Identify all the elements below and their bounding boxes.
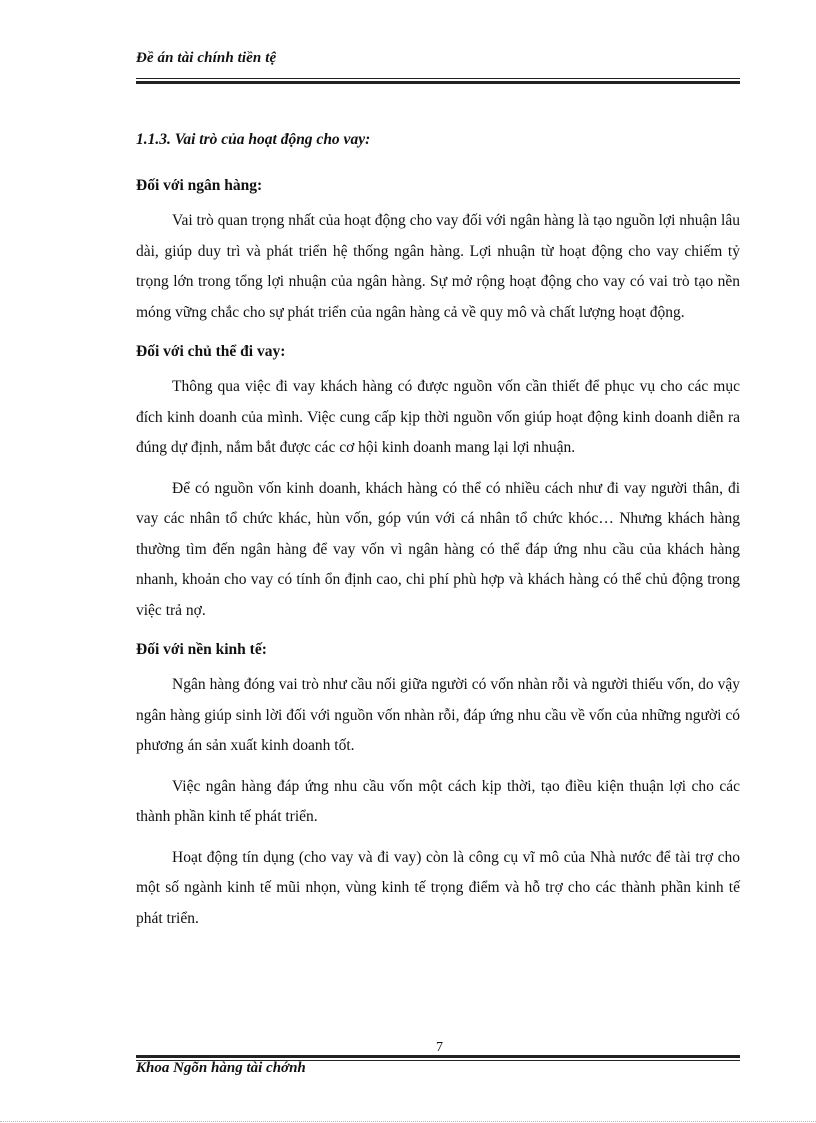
- header-double-rule: [136, 78, 740, 84]
- block-borrower: [136, 338, 740, 626]
- paragraph: Ngân hàng đóng vai trò như cầu nối giữa người có vốn nhàn rỗi và người thiếu vốn, do vậy ngân hàng giúp sinh lời đối với nguồn vốn nhàn rỗi, đáp ứng nhu cầu về vốn của những người có phương án sản xuất kinh doanh tốt.: [136, 676, 740, 754]
- subheading-economy: Đối với nền kinh tế:: [136, 641, 267, 658]
- running-header: Đề án tài chính tiền tệ: [136, 50, 277, 66]
- subheading-borrower: Đối với chủ thể đi vay:: [136, 343, 286, 360]
- paragraph: Hoạt động tín dụng (cho vay và đi vay) còn là công cụ vĩ mô của Nhà nước để tài trợ cho một số ngành kinh tế mũi nhọn, vùng kinh tế trọng điểm và hỗ trợ cho các thành phần kinh tế phát triển.: [136, 848, 740, 927]
- paragraph: Việc ngân hàng đáp ứng nhu cầu vốn một cách kịp thời, tạo điều kiện thuận lợi cho các thành phần kinh tế phát triển.: [136, 777, 740, 825]
- subheading-bank: Đối với ngân hàng:: [136, 177, 263, 194]
- block-bank: [136, 172, 740, 328]
- block-economy: [136, 636, 740, 934]
- page-content: [136, 126, 740, 944]
- paragraph: Thông qua việc đi vay khách hàng có được nguồn vốn cần thiết để phục vụ cho các mục đích kinh doanh của mình. Việc cung cấp kịp thời nguồn vốn giúp hoạt động kinh doanh diễn ra đúng dự định, nắm bắt được các cơ hội kinh doanh mang lại lợi nhuận.: [136, 378, 740, 456]
- paragraph: Vai trò quan trọng nhất của hoạt động cho vay đối với ngân hàng là tạo nguồn lợi nhuận lâu dài, giúp duy trì và phát triển hệ thống ngân hàng. Lợi nhuận từ hoạt động cho vay chiếm tỷ trọng lớn trong tổng lợi nhuận của ngân hàng. Sự mở rộng hoạt động cho vay có vai trò tạo nền móng vững chắc cho sự phát triển của ngân hàng cả về quy mô và chất lượng hoạt động.: [136, 212, 740, 321]
- section-heading: 1.1.3. Vai trò của hoạt động cho vay:: [136, 131, 371, 148]
- paragraph: Để có nguồn vốn kinh doanh, khách hàng có thể có nhiều cách như đi vay người thân, đi vay các nhân tổ chức khác, hùn vốn, góp vún với cá nhân tổ chức khóc… Nhưng khách hàng thường tìm đến ngân hàng để vay vốn vì ngân hàng có thể đáp ứng nhu cầu của khách hàng nhanh, khoản cho vay có tính ổn định cao, chi phí phù hợp và khách hàng có thể chủ động trong việc trả nợ.: [136, 479, 740, 619]
- running-footer: Khoa Ngõn hàng tài chớnh: [136, 1060, 306, 1076]
- page-edge-divider: [0, 1121, 816, 1122]
- page-number: 7: [436, 1040, 443, 1055]
